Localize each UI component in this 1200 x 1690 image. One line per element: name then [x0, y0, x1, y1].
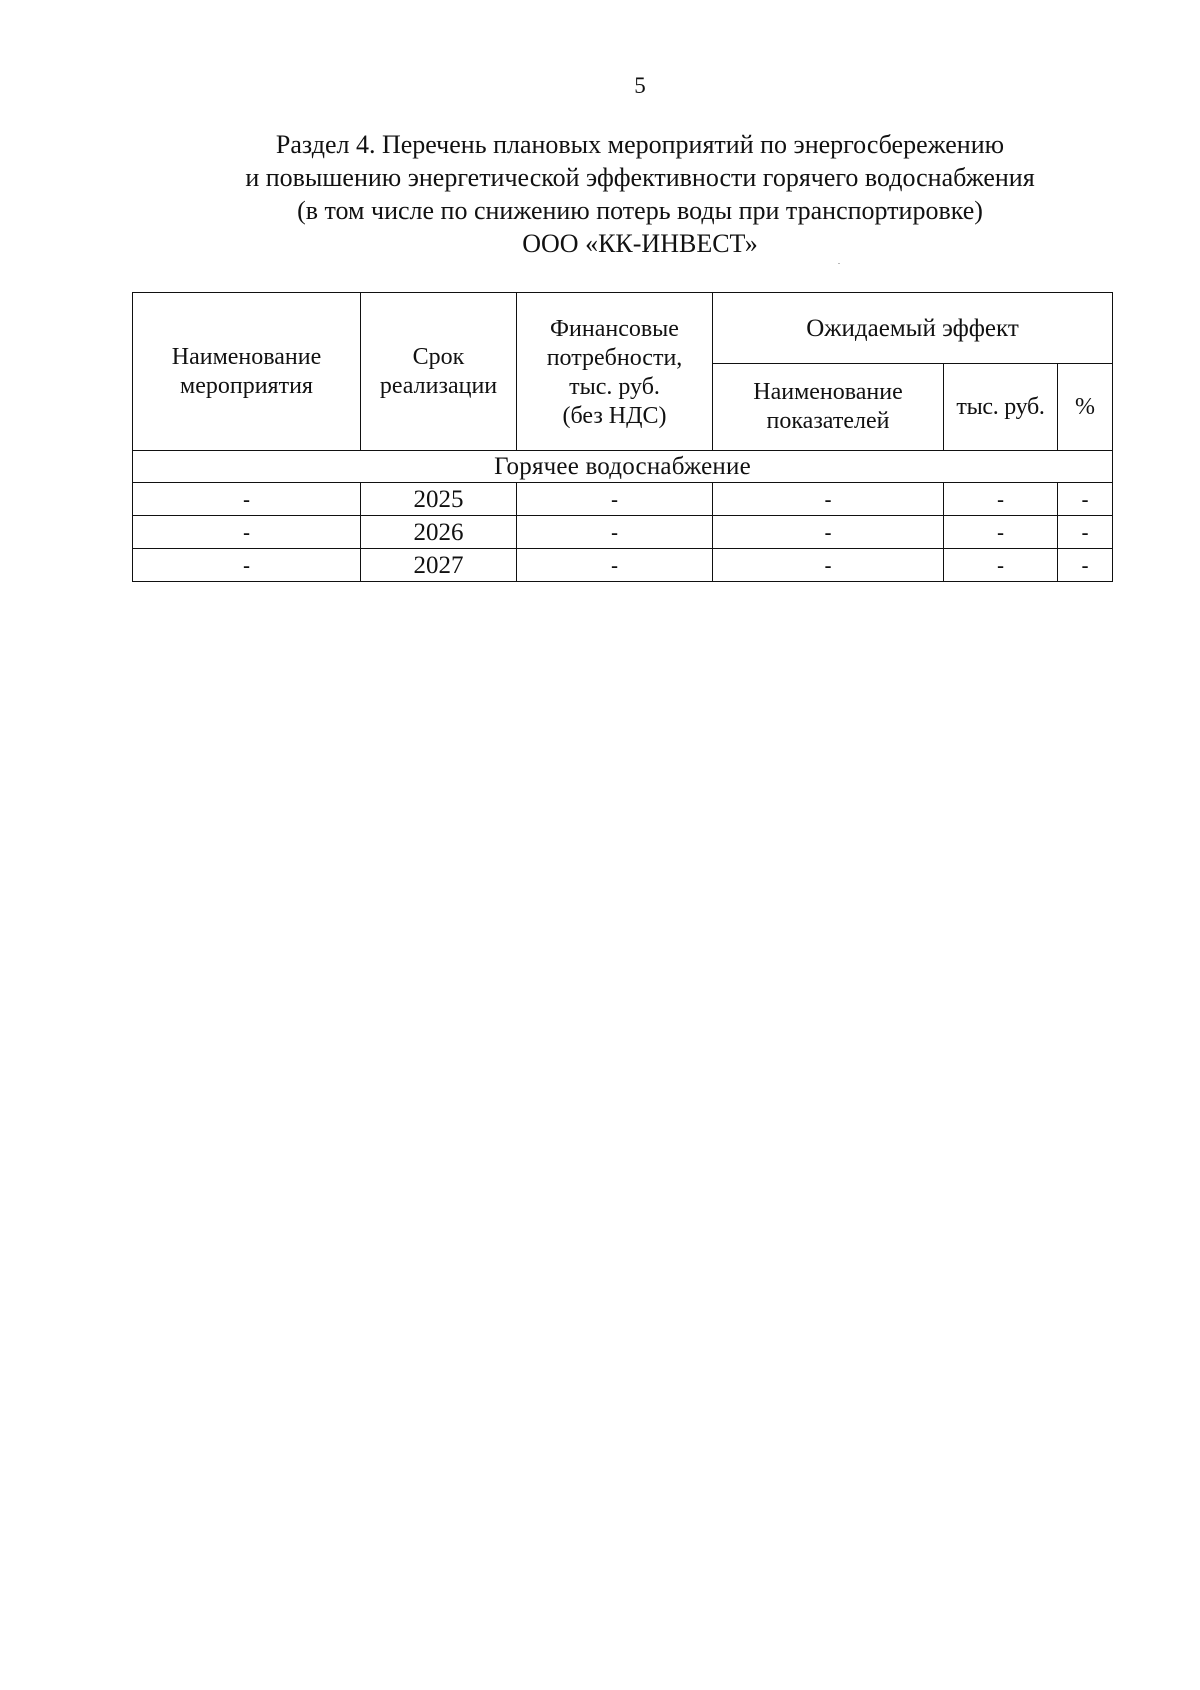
header-term-line-2: реализации: [379, 372, 498, 399]
cell-percent: -: [1058, 483, 1113, 516]
table-header-row: [133, 293, 1113, 364]
cell-financing: -: [517, 516, 713, 549]
header-indicator-name-line-1: Наименование: [753, 379, 903, 405]
header-term: [361, 293, 517, 451]
header-financing-line-3: тыс. руб.: [569, 373, 660, 400]
scan-speck: [838, 263, 840, 264]
cell-year: 2025: [361, 483, 517, 516]
cell-rub: -: [944, 483, 1058, 516]
cell-rub: -: [944, 549, 1058, 582]
table-section-row: [133, 451, 1113, 483]
header-percent: %: [1058, 364, 1113, 451]
cell-rub: -: [944, 516, 1058, 549]
heading-line-3: (в том числе по снижению потерь воды при транспортировке): [297, 196, 983, 225]
cell-financing: -: [517, 549, 713, 582]
table-row: [133, 549, 1113, 582]
cell-percent: -: [1058, 549, 1113, 582]
header-event-name-line-2: мероприятия: [180, 372, 313, 399]
header-financing-line-4: (без НДС): [562, 402, 667, 429]
section-title: Горячее водоснабжение: [133, 451, 1113, 483]
cell-event: -: [133, 549, 361, 582]
cell-indicator: -: [713, 516, 944, 549]
heading-line-1: Раздел 4. Перечень плановых мероприятий по энергосбережению: [275, 130, 1005, 159]
cell-year: 2026: [361, 516, 517, 549]
header-financing-line-2: потребности,: [546, 344, 683, 371]
header-indicator-name-line-2: показателей: [766, 408, 890, 434]
cell-event: -: [133, 516, 361, 549]
header-thousand-rub: тыс. руб.: [944, 364, 1058, 451]
measures-table-container: [132, 292, 1113, 582]
section-heading: [0, 128, 1200, 260]
table-row: [133, 483, 1113, 516]
cell-event: -: [133, 483, 361, 516]
header-term-line-1: Срок: [412, 343, 465, 370]
header-indicator-name: [713, 364, 944, 451]
table-row: [133, 516, 1113, 549]
heading-line-2: и повышению энергетической эффективности горячего водоснабжения: [245, 163, 1035, 192]
header-event-name: [133, 293, 361, 451]
heading-organization: ООО «КК-ИНВЕСТ»: [522, 229, 758, 258]
header-event-name-line-1: Наименование: [171, 343, 322, 370]
cell-year: 2027: [361, 549, 517, 582]
cell-indicator: -: [713, 549, 944, 582]
header-expected-effect: Ожидаемый эффект: [713, 293, 1113, 364]
header-financing: [517, 293, 713, 451]
cell-financing: -: [517, 483, 713, 516]
cell-percent: -: [1058, 516, 1113, 549]
cell-indicator: -: [713, 483, 944, 516]
measures-table: [132, 292, 1113, 582]
page-number: 5: [634, 73, 646, 98]
header-financing-line-1: Финансовые: [550, 315, 679, 342]
